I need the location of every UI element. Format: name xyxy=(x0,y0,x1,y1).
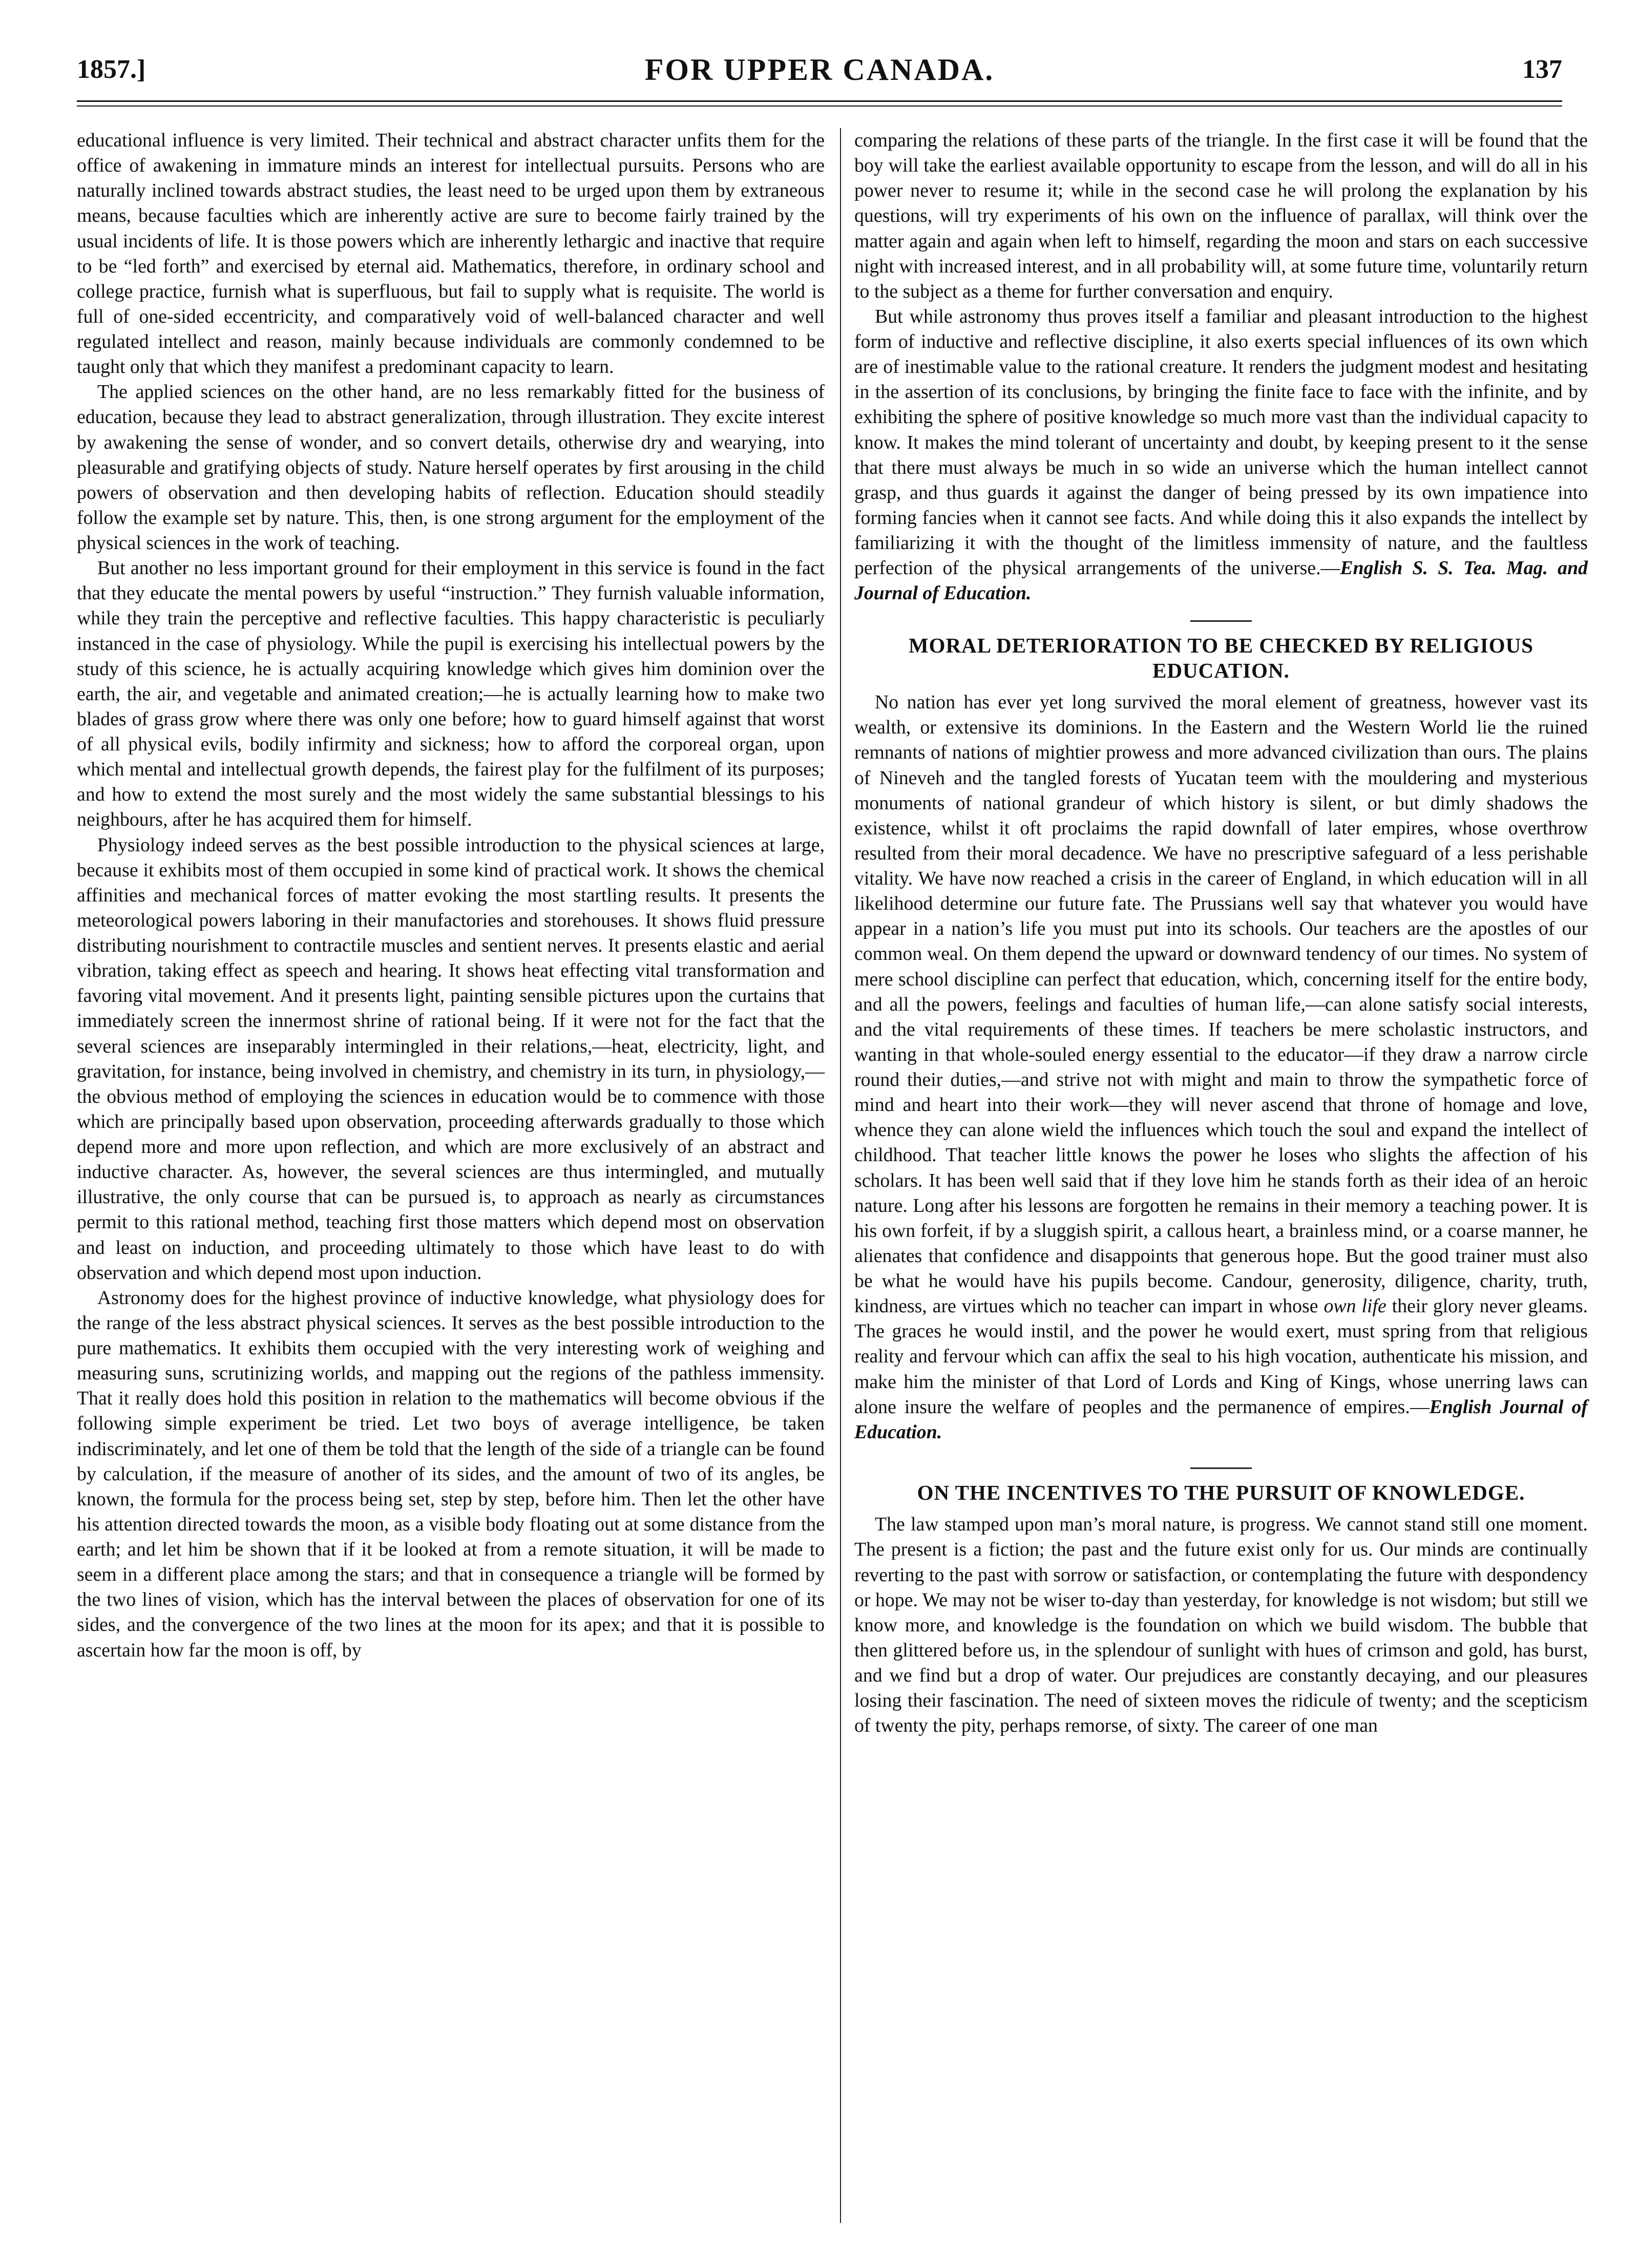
paragraph xyxy=(854,690,1588,1445)
right-column xyxy=(854,128,1588,1738)
paragraph: But another no less important ground for their employment in this service is found in the fact that they educate the mental powers by useful “instruction.” They furnish valuable information, while they train the perceptive and reflective faculties. This happy characteristic is peculiarly instanced in the case of physiology. While the pupil is exercising his intellectual powers by the study of this science, he is actually acquiring knowledge which gives him dominion over the earth, the air, and vegetable and animated creation;—he is actually learning how to make two blades of grass grow where there was only one before; how to guard himself against that worst of all physical evils, bodily infirmity and sickness; how to afford the corporeal organ, upon which mental and intellectual growth depends, the fairest play for the fulfilment of its purposes; and how to extend the most surely and the most widely the same substantial blessings to his neighbours, after he has acquired them for himself. xyxy=(77,557,825,831)
paragraph: The law stamped upon man’s moral nature, is progress. We cannot stand still one moment. The present is a fiction; the past and the future exist only for us. Our minds are continually reverting to the past with sorrow or satisfaction, or contemplating the future with despondency or hope. We may not be wiser to-day than yesterday, for knowledge is not wisdom; but still we know more, and knowledge is the foundation on which we build wisdom. The bubble that then glittered before us, in the splendour of sunlight with hues of crimson and gold, has burst, and we find but a drop of water. Our prejudices are constantly decaying, and our pleasures losing their fascination. The need of sixteen moves the ridicule of twenty; and the scepticism of twenty the pity, perhaps remorse, of sixty. The career of one man xyxy=(854,1514,1588,1737)
column-divider xyxy=(840,128,841,2223)
paragraph-text: their glory never gleams. The graces he would instil, and the power he would exert, must spring from that religious reality and fervour which can affix the seal to his high vocation, authenticate his mission, and make him the minister of that Lord of Lords and King of Kings, whose unerring laws can alone insure the welfare of peoples and the permanence of empires.— xyxy=(854,1295,1588,1418)
paragraph: Astronomy does for the highest province of inductive knowledge, what physiology does for the range of the less abstract physical sciences. It serves as the best possible introduction to the pure mathematics. It exhibits them occupied with the very interesting work of weighing and measuring suns, scrutinizing worlds, and mapping out the regions of the pathless immensity. That it really does hold this position in relation to the mathematics will become obvious if the following simple experiment be tried. Let two boys of average intelligence, be taken indiscriminately, and let one of them be told that the length of the side of a triangle can be found by calculation, if the measure of another of its sides, and the amount of two of its angles, be known, the formula for the process being set, step by step, before him. Then let the other have his attention directed towards the moon, as a visible body floating out at some distance from the earth; and let him be shown that if it be looked at from a remote situation, it will be made to seem in a different place among the stars; and that in consequence a triangle will be formed by the two lines of vision, which has the interval between the places of observation for one of its sides, and the convergence of the two lines at the moon for its apex; and that it is possible to ascertain how far the moon is off, by xyxy=(77,1287,825,1661)
header-rule-thin xyxy=(77,106,1562,107)
paragraph: The applied sciences on the other hand, are no less remarkably fitted for the business of education, because they lead to abstract generalization, through illustration. They excite interest by awakening the sense of wonder, and so convert details, otherwise dry and wearying, into pleasurable and gratifying objects of study. Nature herself operates by first arousing in the child powers of observation and then developing habits of reflection. Education should steadily follow the example set by nature. This, then, is one strong argument for the employment of the physical sciences in the work of teaching. xyxy=(77,381,825,554)
paragraph-text: But while astronomy thus proves itself a familiar and pleasant introduction to the highest form of inductive and reflective discipline, it also exerts special influences of its own which are of inestimable value to the rational creature. It renders the judgment modest and hesitating in the assertion of its conclusions, by bringing the finite face to face with the infinite, and by exhibiting the sphere of positive knowledge so much more vast than the individual capacity to know. It makes the mind tolerant of uncertainty and doubt, by keeping present to it the sense that there must always be much in so wide an universe which the human intellect cannot grasp, and thus guards it against the danger of being pressed by its own impatience into forming fancies when it cannot see facts. And while doing this it also expands the intellect by familiarizing it with the thought of the limitless immensity of nature, and the faultless perfection of the physical arrangements of the universe.— xyxy=(854,305,1588,579)
citation: English S. S. Tea. Mag. and Journal of Education. xyxy=(854,557,1588,604)
paragraph: comparing the relations of these parts of the triangle. In the first case it will be found that the boy will take the earliest available opportunity to escape from the lesson, and will do all in his power never to resume it; while in the second case he will prolong the explanation by his questions, will try experiments of his own on the influence of parallax, will think over the matter again and again when left to himself, regarding the moon and stars on each successive night with increased interest, and in all probability will, at some future time, voluntarily return to the subject as a theme for further conversation and enquiry. xyxy=(854,130,1588,302)
section-separator xyxy=(1190,620,1252,622)
left-column xyxy=(77,128,825,1663)
paragraph: Physiology indeed serves as the best possible introduction to the physical sciences at large, because it exhibits most of them occupied in some kind of practical work. It shows the chemical affinities and mechanical forces of matter evoking the most startling results. It presents the meteorological powers laboring in their manufactories and storehouses. It shows fluid pressure distributing nourishment to contractile muscles and sentient nerves. It presents elastic and aerial vibration, taking effect as speech and hearing. It shows heat effecting vital transformation and favoring vital movement. And it presents light, painting sensible pictures upon the curtains that immediately screen the innermost shrine of rational being. If it were not for the fact that the several sciences are inseparably intermingled in their relations,—heat, electricity, light, and gravitation, for instance, being involved in chemistry, and chemistry in its turn, in physiology,—the obvious method of employing the sciences in education would be to commence with those which are principally based upon observation, proceeding afterwards gradually to those which depend more and more upon reflection, and which are more exclusively of an abstract and inductive character. As, however, the several sciences are thus intermingled, and mutually illustrative, the only course that can be pursued is, to approach as nearly as circumstances permit to this rational method, teaching first those matters which depend most on observation and least on induction, and proceeding ultimately to those which have least to do with observation and which depend most upon induction. xyxy=(77,834,825,1284)
section-heading: MORAL DETERIORATION TO BE CHECKED BY RELIGIOUS EDUCATION. xyxy=(908,634,1534,682)
paragraph: educational influence is very limited. Their technical and abstract character unfits them for the office of awakening in immature minds an interest for intellectual pursuits. Persons who are naturally inclined towards abstract studies, the least need to be urged upon them by extraneous means, because faculties which are inherently active are sure to become fairly trained by the usual incidents of life. It is those powers which are inherently lethargic and inactive that require to be “led forth” and exercised by eternal aid. Mathematics, therefore, in ordinary school and college practice, furnish what is superfluous, but fail to supply what is requisite. The world is full of one-sided eccentricity, and comparatively void of well-balanced character and well regulated intellect and reason, mainly because individuals are commonly condemned to be taught only that which they manifest a predominant capacity to learn. xyxy=(77,130,825,378)
paragraph xyxy=(854,304,1588,606)
paragraph-text: No nation has ever yet long survived the moral element of greatness, however vast its wealth, or extensive its dominions. In the Eastern and the Western World lie the ruined remnants of nations of mightier prowess and more advanced civilization than ours. The plains of Nineveh and the tangled forests of Yucatan teem with the mouldering and mysterious monuments of national grandeur of which history is silent, or but dimly shadows the existence, whilst it oft proclaims the rapid downfall of later empires, whose overthrow resulted from their moral decadence. We have no prescriptive safeguard of a less perishable vitality. We have now reached a crisis in the career of England, in which education will in all likelihood determine our future fate. The Prussians well say that whatever you would have appear in a nation’s life you must put into its schools. Our teachers are the apostles of our common weal. On them depend the upward or downward tendency of our times. No system of mere school discipline can perfect that education, which, concerning itself for the entire body, and all the powers, feelings and faculties of human life,—can alone satisfy social interests, and the vital requirements of these times. If teachers be mere scholastic instructors, and wanting in that whole-souled energy essential to the educator—if they draw a narrow circle round their duties,—and strive not with might and main to throw the sympathetic force of mind and heart into their work—they will never ascend that throne of homage and love, whence they can alone wield the influences which touch the soul and expand the intellect of childhood. That teacher little knows the power he loses who slights the affection of his scholars. It has been well said that if they love him he stands forth as their idea of an heroic nature. Long after his lessons are forgotten he remains in their memory a teaching power. It is his own forfeit, if by a sluggish spirit, a callous heart, a brainless mind, or a coarse manner, he alienates that confidence and disappoints that generous hope. But the good trainer must also be what he would have his pupils become. Candour, generosity, diligence, charity, truth, kindness, are virtues which no teacher can impart in whose xyxy=(854,691,1588,1317)
citation: English Journal of Education. xyxy=(854,1396,1588,1443)
header-rule xyxy=(77,100,1562,102)
header-year: 1857.] xyxy=(77,55,146,84)
header-page-number: 137 xyxy=(1522,55,1562,84)
page-header xyxy=(77,49,1562,95)
header-title: FOR UPPER CANADA. xyxy=(644,53,995,87)
section-heading: ON THE INCENTIVES TO THE PURSUIT OF KNOWLEDGE. xyxy=(917,1480,1525,1504)
section-separator xyxy=(1190,1467,1252,1469)
italic-phrase: own life xyxy=(1323,1295,1386,1317)
